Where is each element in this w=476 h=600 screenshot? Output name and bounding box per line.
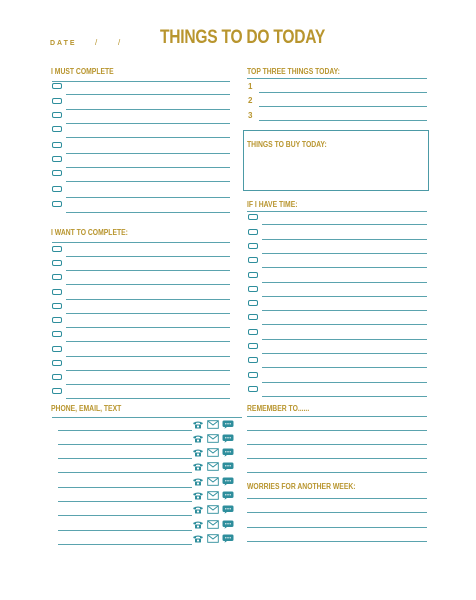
envelope-icon[interactable]	[207, 477, 219, 486]
phone-email-text-line[interactable]	[58, 444, 192, 445]
if-i-have-time-checkbox[interactable]	[248, 386, 258, 392]
phone-icon[interactable]	[192, 491, 204, 500]
chat-bubble-icon[interactable]	[222, 462, 234, 471]
phone-icon[interactable]	[192, 534, 204, 543]
phone-email-text-line[interactable]	[58, 487, 192, 488]
want-to-complete-line[interactable]	[66, 356, 230, 357]
worries-heading: WORRIES FOR ANOTHER WEEK:	[247, 482, 356, 491]
if-i-have-time-line[interactable]	[262, 367, 427, 368]
must-complete-checkbox[interactable]	[52, 98, 62, 104]
top-three-line[interactable]	[259, 106, 427, 107]
contact-icons	[192, 434, 234, 443]
chat-bubble-icon[interactable]	[222, 477, 234, 486]
contact-icons	[192, 505, 234, 514]
must-complete-line[interactable]	[66, 212, 230, 213]
must-complete-checkbox[interactable]	[52, 112, 62, 118]
top-three-heading: TOP THREE THINGS TODAY:	[247, 67, 340, 76]
top-three-number: 2	[248, 96, 253, 105]
phone-email-text-line[interactable]	[58, 544, 192, 545]
if-i-have-time-line[interactable]	[262, 382, 427, 383]
want-to-complete-line[interactable]	[66, 284, 230, 285]
if-i-have-time-checkbox[interactable]	[248, 286, 258, 292]
if-i-have-time-line[interactable]	[262, 353, 427, 354]
chat-bubble-icon[interactable]	[222, 520, 234, 529]
phone-email-text-line[interactable]	[58, 458, 192, 459]
contact-icons	[192, 491, 234, 500]
envelope-icon[interactable]	[207, 434, 219, 443]
envelope-icon[interactable]	[207, 448, 219, 457]
remember-to-line[interactable]	[247, 416, 427, 417]
top-three-line[interactable]	[259, 92, 427, 93]
phone-email-text-line[interactable]	[58, 472, 192, 473]
want-to-complete-line[interactable]	[66, 299, 230, 300]
if-i-have-time-checkbox[interactable]	[248, 314, 258, 320]
envelope-icon[interactable]	[207, 491, 219, 500]
if-i-have-time-line[interactable]	[262, 324, 427, 325]
envelope-icon[interactable]	[207, 520, 219, 529]
want-to-complete-line[interactable]	[66, 341, 230, 342]
want-to-complete-checkbox[interactable]	[52, 246, 62, 252]
must-complete-line[interactable]	[52, 81, 230, 82]
if-i-have-time-checkbox[interactable]	[248, 372, 258, 378]
worries-line[interactable]	[247, 527, 427, 528]
must-complete-line[interactable]	[66, 137, 230, 138]
contact-icons	[192, 477, 234, 486]
must-complete-line[interactable]	[66, 167, 230, 168]
if-i-have-time-checkbox[interactable]	[248, 214, 258, 220]
contact-icons	[192, 534, 234, 543]
top-three-number: 3	[248, 111, 253, 120]
want-to-complete-checkbox[interactable]	[52, 260, 62, 266]
top-three-line[interactable]	[259, 120, 427, 121]
must-complete-line[interactable]	[66, 123, 230, 124]
chat-bubble-icon[interactable]	[222, 420, 234, 429]
phone-icon[interactable]	[192, 434, 204, 443]
contact-icons	[192, 448, 234, 457]
want-to-complete-line[interactable]	[66, 398, 230, 399]
date-separator: /	[118, 38, 121, 47]
want-to-complete-line[interactable]	[66, 313, 230, 314]
if-i-have-time-checkbox[interactable]	[248, 329, 258, 335]
must-complete-heading: I MUST COMPLETE	[51, 67, 114, 76]
want-to-complete-line[interactable]	[52, 242, 230, 243]
want-to-complete-line[interactable]	[66, 370, 230, 371]
chat-bubble-icon[interactable]	[222, 491, 234, 500]
remember-to-heading: REMEMBER TO......	[247, 404, 310, 413]
if-i-have-time-line[interactable]	[247, 211, 427, 212]
if-i-have-time-line[interactable]	[262, 253, 427, 254]
phone-icon[interactable]	[192, 477, 204, 486]
must-complete-line[interactable]	[66, 109, 230, 110]
phone-email-text-heading: PHONE, EMAIL, TEXT	[51, 404, 122, 413]
contact-icons	[192, 420, 234, 429]
must-complete-checkbox[interactable]	[52, 83, 62, 89]
if-i-have-time-line[interactable]	[262, 282, 427, 283]
if-i-have-time-line[interactable]	[262, 396, 427, 397]
phone-icon[interactable]	[192, 520, 204, 529]
want-to-complete-heading: I WANT TO COMPLETE:	[51, 228, 128, 237]
phone-email-text-line[interactable]	[58, 430, 192, 431]
phone-email-text-line[interactable]	[58, 515, 192, 516]
want-to-complete-checkbox[interactable]	[52, 360, 62, 366]
if-i-have-time-checkbox[interactable]	[248, 272, 258, 278]
date-label: DATE	[50, 40, 77, 47]
contact-icons	[192, 520, 234, 529]
contact-icons	[192, 462, 234, 471]
must-complete-checkbox[interactable]	[52, 186, 62, 192]
want-to-complete-checkbox[interactable]	[52, 274, 62, 280]
must-complete-line[interactable]	[66, 181, 230, 182]
want-to-complete-checkbox[interactable]	[52, 289, 62, 295]
if-i-have-time-line[interactable]	[262, 310, 427, 311]
must-complete-checkbox[interactable]	[52, 156, 62, 162]
if-i-have-time-checkbox[interactable]	[248, 300, 258, 306]
must-complete-line[interactable]	[66, 197, 230, 198]
if-i-have-time-line[interactable]	[262, 339, 427, 340]
must-complete-checkbox[interactable]	[52, 126, 62, 132]
must-complete-line[interactable]	[66, 153, 230, 154]
if-i-have-time-checkbox[interactable]	[248, 343, 258, 349]
worries-line[interactable]	[247, 512, 427, 513]
worries-line[interactable]	[247, 498, 427, 499]
remember-to-line[interactable]	[247, 430, 427, 431]
want-to-complete-checkbox[interactable]	[52, 303, 62, 309]
worries-line[interactable]	[247, 541, 427, 542]
want-to-complete-line[interactable]	[66, 270, 230, 271]
must-complete-checkbox[interactable]	[52, 201, 62, 207]
want-to-complete-line[interactable]	[66, 327, 230, 328]
if-i-have-time-checkbox[interactable]	[248, 243, 258, 249]
if-i-have-time-line[interactable]	[262, 224, 427, 225]
envelope-icon[interactable]	[207, 505, 219, 514]
want-to-complete-checkbox[interactable]	[52, 331, 62, 337]
if-i-have-time-heading: IF I HAVE TIME:	[247, 200, 298, 209]
if-i-have-time-line[interactable]	[262, 296, 427, 297]
want-to-complete-checkbox[interactable]	[52, 374, 62, 380]
top-three-number: 1	[248, 82, 253, 91]
chat-bubble-icon[interactable]	[222, 434, 234, 443]
phone-icon[interactable]	[192, 462, 204, 471]
envelope-icon[interactable]	[207, 462, 219, 471]
phone-icon[interactable]	[192, 420, 204, 429]
want-to-complete-line[interactable]	[66, 256, 230, 257]
remember-to-line[interactable]	[247, 458, 427, 459]
must-complete-checkbox[interactable]	[52, 142, 62, 148]
page-title: THINGS TO DO TODAY	[160, 27, 325, 48]
phone-icon[interactable]	[192, 505, 204, 514]
phone-email-text-line[interactable]	[52, 417, 242, 418]
things-to-buy-box[interactable]	[243, 130, 429, 191]
phone-email-text-line[interactable]	[58, 501, 192, 502]
chat-bubble-icon[interactable]	[222, 448, 234, 457]
want-to-complete-line[interactable]	[66, 384, 230, 385]
must-complete-line[interactable]	[66, 94, 230, 95]
envelope-icon[interactable]	[207, 420, 219, 429]
remember-to-line[interactable]	[247, 444, 427, 445]
if-i-have-time-checkbox[interactable]	[248, 229, 258, 235]
date-separator: /	[95, 38, 98, 47]
want-to-complete-checkbox[interactable]	[52, 388, 62, 394]
phone-icon[interactable]	[192, 448, 204, 457]
must-complete-checkbox[interactable]	[52, 170, 62, 176]
chat-bubble-icon[interactable]	[222, 534, 234, 543]
want-to-complete-checkbox[interactable]	[52, 317, 62, 323]
want-to-complete-checkbox[interactable]	[52, 346, 62, 352]
top-three-line[interactable]	[247, 78, 427, 79]
things-to-buy-heading: THINGS TO BUY TODAY:	[247, 140, 327, 149]
if-i-have-time-line[interactable]	[262, 267, 427, 268]
remember-to-line[interactable]	[247, 472, 427, 473]
if-i-have-time-checkbox[interactable]	[248, 257, 258, 263]
chat-bubble-icon[interactable]	[222, 505, 234, 514]
phone-email-text-line[interactable]	[58, 530, 192, 531]
envelope-icon[interactable]	[207, 534, 219, 543]
if-i-have-time-checkbox[interactable]	[248, 357, 258, 363]
if-i-have-time-line[interactable]	[262, 239, 427, 240]
